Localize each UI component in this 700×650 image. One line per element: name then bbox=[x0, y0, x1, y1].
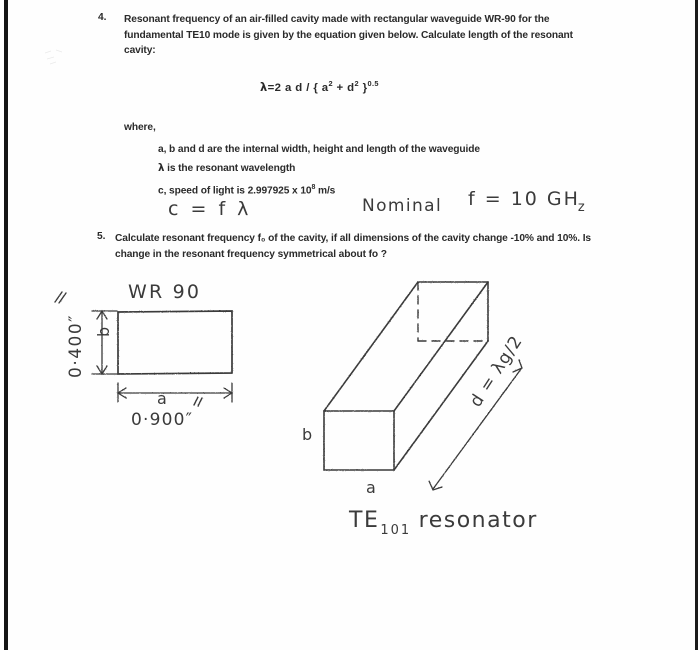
inch-mark-height bbox=[55, 292, 66, 303]
scan-smudge-artifact bbox=[42, 47, 68, 69]
frequency-value-text: f = 10 GH bbox=[468, 188, 580, 210]
inch-mark-width bbox=[194, 397, 202, 406]
definition-lambda-symbol: λ bbox=[158, 163, 165, 174]
definition-c-suffix: m/s bbox=[315, 185, 336, 197]
definition-dimensions: a, b and d are the internal width, height and length of the waveguide bbox=[158, 144, 480, 155]
equation-equals: = bbox=[267, 81, 275, 94]
cross-section-height-value: 0·400″ bbox=[66, 313, 86, 378]
scan-margin-left bbox=[0, 0, 4, 650]
definitions-list bbox=[158, 140, 480, 200]
scan-edge-artifact-left bbox=[4, 0, 8, 650]
cavity-length-label: d = λg/2 bbox=[466, 331, 528, 411]
cavity-hidden-edges bbox=[418, 282, 488, 341]
problem-5-text: Calculate resonant frequency f₀ of the cavity, if all dimensions of the cavity change -10% and 10%. Is change in the resonant frequency symmetrical about fo ? bbox=[115, 233, 591, 260]
definition-c-prefix: c, speed of light is 2.997925 x 10 bbox=[158, 185, 312, 197]
equation-lambda: λ bbox=[260, 79, 268, 94]
handwritten-nominal-label: Nominal bbox=[362, 196, 443, 216]
cavity-caption bbox=[349, 508, 538, 538]
width-dimension bbox=[118, 383, 232, 402]
cross-section-width-value: 0·900″ bbox=[131, 410, 194, 430]
problem-4-text: Resonant frequency of an air-filled cavity made with rectangular waveguide WR-90 for the fundamental TE10 mode is given by the equation given below. Calculate length of the resonant cavity: bbox=[124, 14, 573, 57]
caption-mode-subscript: 101 bbox=[380, 523, 412, 538]
equation-exponent-half: 0.5 bbox=[367, 79, 379, 88]
definition-wavelength bbox=[158, 159, 480, 178]
waveguide-rectangle bbox=[118, 311, 232, 374]
equation-exponent-a: 2 bbox=[328, 79, 333, 88]
definition-c-exponent: 8 bbox=[311, 184, 316, 191]
cavity-3d-box bbox=[324, 282, 488, 470]
equation-exponent-d: 2 bbox=[354, 79, 360, 88]
cavity-height-label: b bbox=[302, 425, 313, 444]
height-dimension bbox=[92, 311, 117, 374]
caption-te: TE bbox=[349, 508, 380, 533]
length-dimension bbox=[429, 360, 522, 490]
frequency-unit-subscript: z bbox=[577, 200, 587, 215]
handwritten-nominal-frequency bbox=[468, 188, 589, 215]
equation-rhs-prefix: 2 a d / { a bbox=[274, 81, 329, 94]
wr90-title-label: WR 90 bbox=[128, 281, 202, 303]
resonant-wavelength-equation bbox=[260, 79, 379, 94]
problem-5-number: 5. bbox=[97, 231, 106, 242]
cross-section-height-label: b bbox=[94, 326, 113, 337]
cavity-width-label: a bbox=[366, 478, 376, 497]
caption-resonator: resonator bbox=[410, 508, 538, 533]
equation-plus: + d bbox=[332, 81, 355, 94]
cross-section-width-label: a bbox=[157, 389, 167, 408]
where-label: where, bbox=[124, 122, 156, 133]
handwritten-c-equals-f-lambda: c = f λ bbox=[168, 198, 252, 220]
definition-lambda-text: is the resonant wavelength bbox=[164, 163, 296, 174]
problem-4-number: 4. bbox=[98, 12, 107, 23]
equation-brace-close: } bbox=[359, 81, 368, 94]
